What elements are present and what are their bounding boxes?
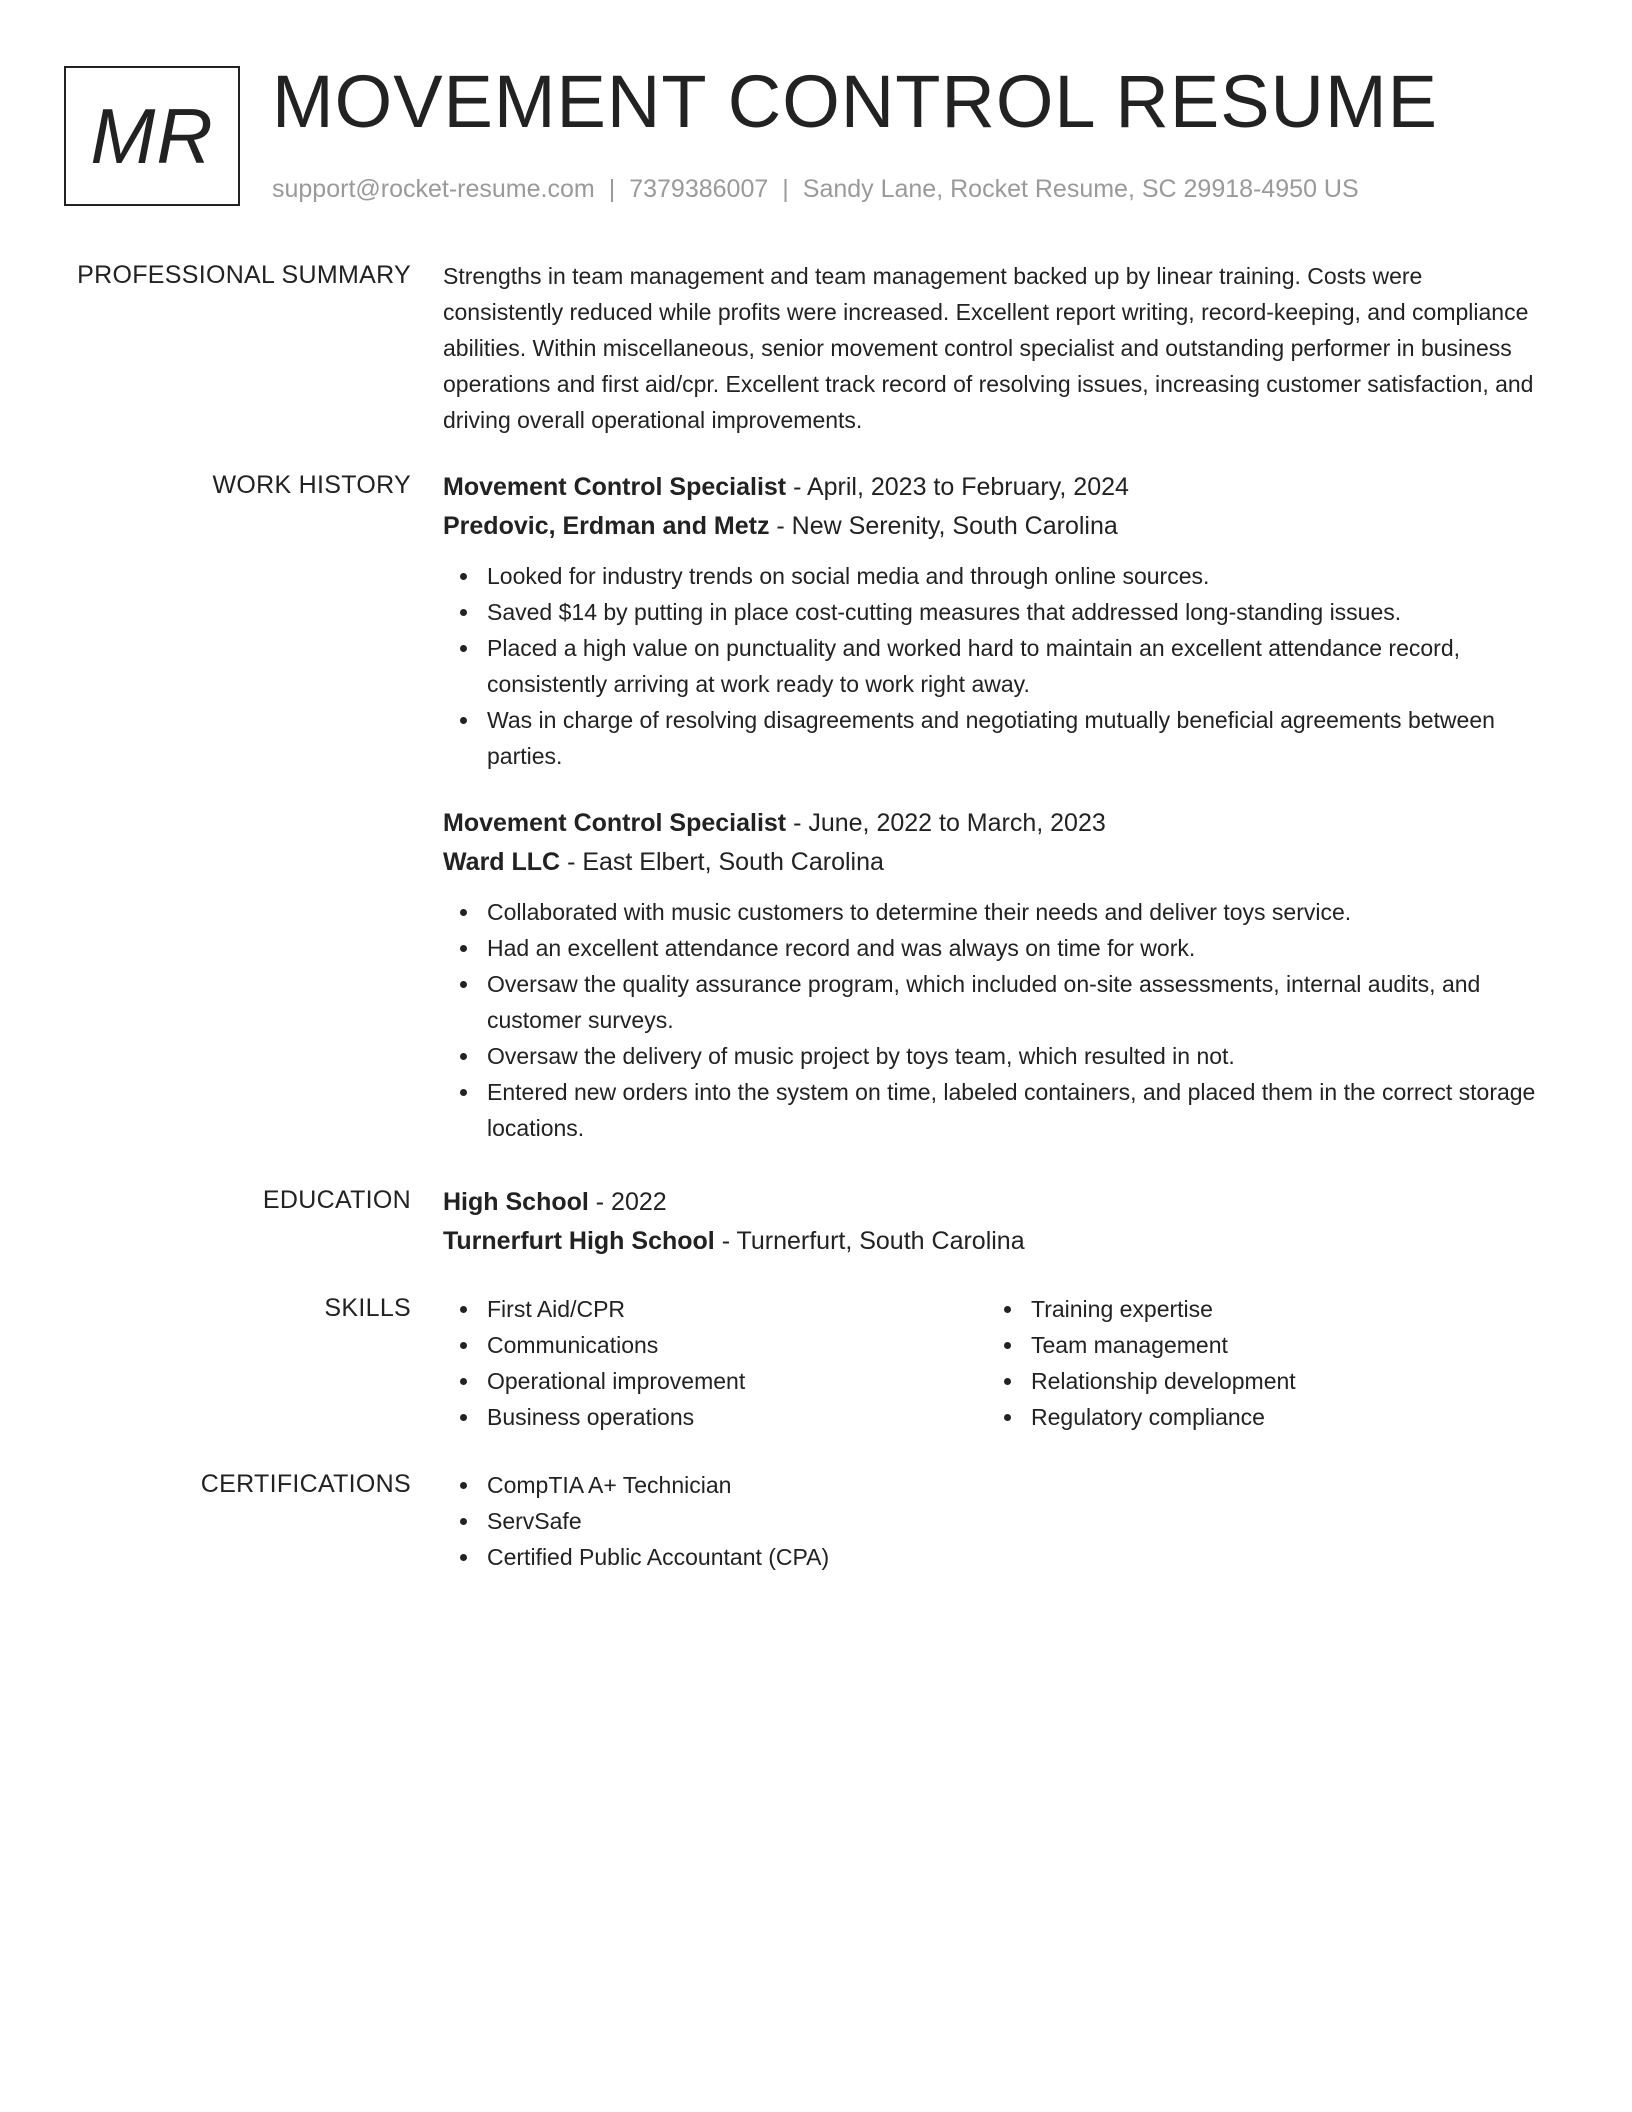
job-location: - East Elbert, South Carolina [560, 848, 884, 876]
job-entry [443, 804, 1548, 1146]
list-item: Relationship development [1031, 1363, 1531, 1399]
job-bullets [443, 558, 1548, 774]
contact-phone: 7379386007 [629, 175, 769, 203]
certifications-body [443, 1467, 1548, 1575]
job-dates: - June, 2022 to March, 2023 [786, 809, 1106, 837]
certifications-list [443, 1467, 1548, 1575]
education-body [443, 1183, 1548, 1261]
list-item: Operational improvement [487, 1363, 987, 1399]
job-dates: - April, 2023 to February, 2024 [786, 473, 1129, 501]
contact-line [272, 172, 1359, 206]
list-item: ServSafe [487, 1503, 1548, 1539]
section-label-summary: PROFESSIONAL SUMMARY [77, 261, 411, 289]
job-bullets [443, 894, 1548, 1146]
summary-text: Strengths in team management and team management backed up by linear training. Costs were consistently reduced while profits were increased. Excellent report writing, record-keeping, and compliance abilities. Within miscellaneous, senior movement control specialist and outstanding performer in business operations and first aid/cpr. Excellent track record of resolving issues, increasing customer satisfaction, and driving overall operational improvements. [443, 263, 1534, 433]
job-location: - New Serenity, South Carolina [769, 512, 1118, 540]
education-school-line [443, 1222, 1548, 1261]
list-item: First Aid/CPR [487, 1291, 987, 1327]
contact-address: Sandy Lane, Rocket Resume, SC 29918-4950 US [802, 175, 1359, 203]
skills-column-right [987, 1291, 1531, 1435]
section-label-skills: SKILLS [324, 1294, 411, 1322]
list-item: CompTIA A+ Technician [487, 1467, 1548, 1503]
contact-separator: | [782, 175, 789, 203]
work-body [443, 468, 1548, 1176]
education-location: - Turnerfurt, South Carolina [714, 1227, 1025, 1255]
education-school: Turnerfurt High School [443, 1227, 715, 1255]
skills-body [443, 1291, 1548, 1435]
job-title: Movement Control Specialist [443, 473, 787, 501]
job-title: Movement Control Specialist [443, 809, 787, 837]
summary-body [443, 258, 1548, 438]
skills-list-left [443, 1291, 987, 1435]
list-item: Team management [1031, 1327, 1531, 1363]
job-entry [443, 468, 1548, 774]
job-company-line [443, 507, 1548, 546]
section-label-work: WORK HISTORY [212, 471, 411, 499]
list-item: Oversaw the quality assurance program, which included on-site assessments, internal audits, and customer surveys. [487, 966, 1548, 1038]
education-degree: High School [443, 1188, 589, 1216]
list-item: Communications [487, 1327, 987, 1363]
resume-title: MOVEMENT CONTROL RESUME [272, 60, 1438, 143]
section-label-education: EDUCATION [262, 1186, 411, 1214]
job-company: Predovic, Erdman and Metz [443, 512, 770, 540]
list-item: Collaborated with music customers to determine their needs and deliver toys service. [487, 894, 1548, 930]
list-item: Had an excellent attendance record and was always on time for work. [487, 930, 1548, 966]
list-item: Placed a high value on punctuality and worked hard to maintain an excellent attendance record, consistently arriving at work ready to work right away. [487, 630, 1548, 702]
list-item: Oversaw the delivery of music project by toys team, which resulted in not. [487, 1038, 1548, 1074]
contact-email: support@rocket-resume.com [272, 175, 595, 203]
list-item: Training expertise [1031, 1291, 1531, 1327]
section-label-certifications: CERTIFICATIONS [200, 1470, 411, 1498]
list-item: Looked for industry trends on social media and through online sources. [487, 558, 1548, 594]
skills-list-right [987, 1291, 1531, 1435]
list-item: Certified Public Accountant (CPA) [487, 1539, 1548, 1575]
list-item: Regulatory compliance [1031, 1399, 1531, 1435]
job-title-line [443, 804, 1548, 843]
skills-column-left [443, 1291, 987, 1435]
list-item: Was in charge of resolving disagreements and negotiating mutually beneficial agreements between parties. [487, 702, 1548, 774]
monogram-logo: MR [64, 66, 240, 206]
job-title-line [443, 468, 1548, 507]
job-company-line [443, 843, 1548, 882]
list-item: Entered new orders into the system on time, labeled containers, and placed them in the correct storage locations. [487, 1074, 1548, 1146]
list-item: Business operations [487, 1399, 987, 1435]
education-year: - 2022 [588, 1188, 667, 1216]
list-item: Saved $14 by putting in place cost-cutting measures that addressed long-standing issues. [487, 594, 1548, 630]
education-degree-line [443, 1183, 1548, 1222]
skills-grid [443, 1291, 1548, 1435]
job-company: Ward LLC [443, 848, 561, 876]
contact-separator: | [608, 175, 616, 203]
